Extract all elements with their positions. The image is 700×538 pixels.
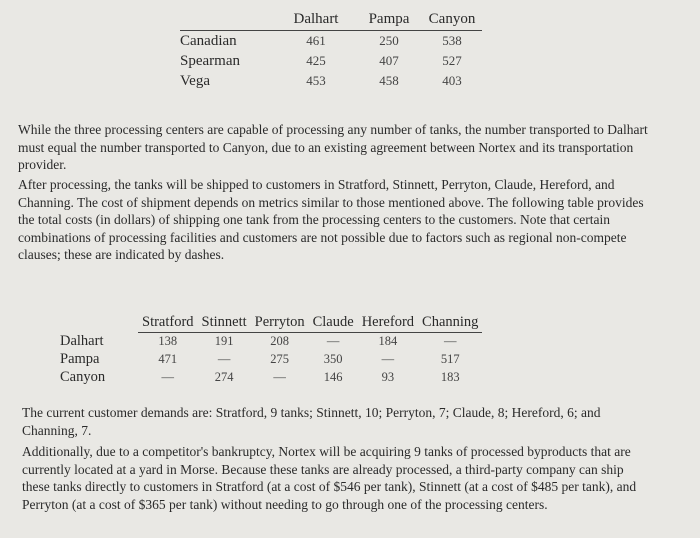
column-header: Stratford [138,312,198,333]
row-label: Canadian [180,32,237,49]
table-row [60,351,482,369]
table-cell: — [273,370,286,384]
table-row [60,333,482,351]
table-corner [60,312,138,333]
table-cell: 403 [442,73,462,88]
table-cell: 538 [442,33,462,48]
column-header: Pampa [356,8,422,31]
shipping-cost-table [60,312,482,387]
column-header: Perryton [251,312,309,333]
table-cell: — [443,334,457,349]
table-cell: — [381,352,395,366]
table-cell: 146 [323,370,343,384]
paragraph-constraint: While the three processing centers are capable of processing any number of tanks, the number transported to Dalhart must equal the number transported to Canyon, due to an existing agreement between Nortex and its transportation provider. [18,122,648,172]
table-cell: 425 [306,53,326,68]
table-row [60,369,482,387]
table-cell: 191 [214,334,234,349]
table-corner [180,8,276,31]
table-cell: 138 [158,334,178,349]
table-cell: — [217,352,231,366]
supplier-cost-table [180,8,482,91]
table-cell: — [161,370,175,384]
table-cell: 275 [270,352,290,366]
paragraph-demands: The current customer demands are: Stratford, 9 tanks; Stinnett, 10; Perryton, 7; Claude, 8; Hereford, 6; and Channing, 7. [22,405,601,438]
table-cell: 183 [440,370,460,384]
column-header: Dalhart [276,8,356,31]
table-cell: 274 [214,370,234,384]
row-label: Vega [180,72,210,89]
table-cell: 458 [379,73,399,88]
table-cell: 93 [381,370,395,384]
table-header-row [180,8,482,31]
table-cell: 407 [379,53,399,68]
row-label: Spearman [180,52,240,69]
table-cell: 517 [440,352,460,366]
paragraph-shipping: After processing, the tanks will be shipped to customers in Stratford, Stinnett, Perryton, Claude, Hereford, and Channing. The cost of shipment depends on metrics similar to those mentioned above. The following table provides the total costs (in dollars) of shipping one tank from the processing centers to the customers. Note that certain combinations of processing facilities and customers are not possible due to factors such as regional non-compete clauses; these are indicated by dashes. [18,177,644,262]
table-cell: 208 [270,334,290,349]
row-label: Pampa [60,351,100,367]
table-cell: 471 [158,352,178,366]
table-row [180,31,482,52]
table-row [180,71,482,91]
table-cell: 453 [306,73,326,88]
paragraph-morse: Additionally, due to a competitor's bankruptcy, Nortex will be acquiring 9 tanks of processed byproducts that are currently located at a yard in Morse. Because these tanks are already processed, a third-party company can ship these tanks directly to customers in Stratford (at a cost of $546 per tank), Stinnett (at a cost of $485 per tank), and Perryton (at a cost of $365 per tank) without needing to go through one of the processing centers. [22,444,637,512]
row-label: Canyon [60,369,106,385]
column-header: Channing [418,312,482,333]
column-header: Stinnett [198,312,251,333]
column-header: Claude [309,312,358,333]
table-cell: 350 [323,352,343,366]
column-header: Hereford [358,312,418,333]
table-cell: — [326,334,340,349]
table-row [180,51,482,71]
table-cell: 461 [306,33,326,48]
table-cell: 250 [379,33,399,48]
table-header-row [60,312,482,333]
row-label: Dalhart [60,333,104,349]
table-cell: 527 [442,53,462,68]
table-cell: 184 [378,334,398,349]
column-header: Canyon [422,8,482,31]
